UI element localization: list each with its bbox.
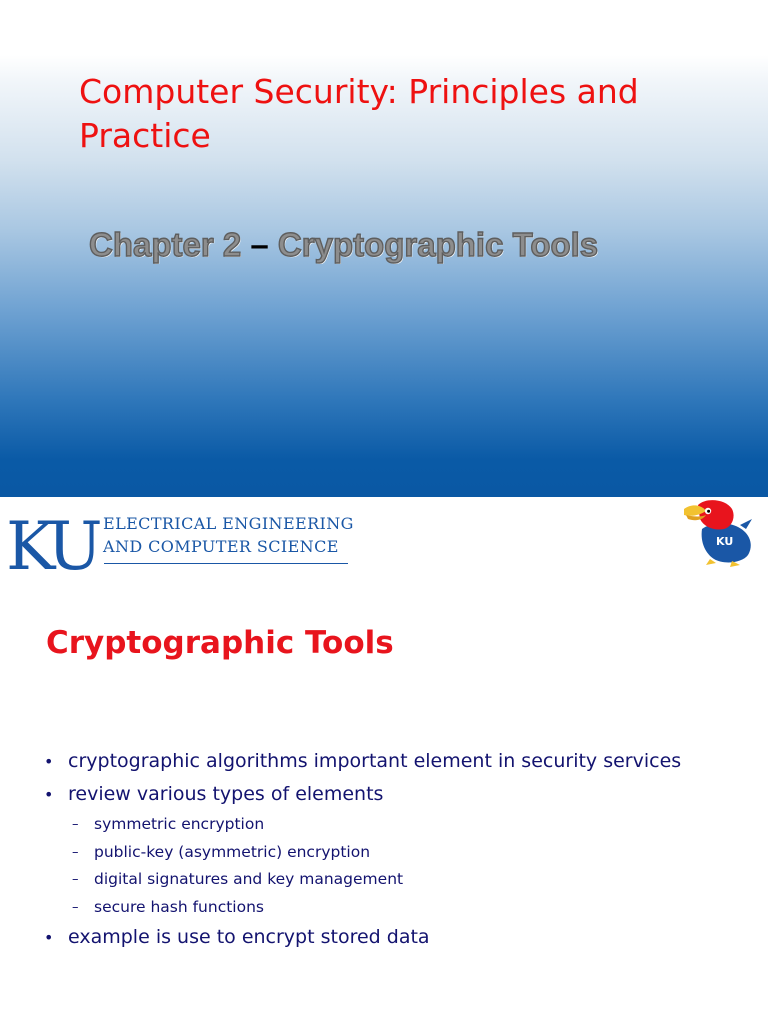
- department-line-1: ELECTRICAL ENGINEERING: [103, 514, 354, 533]
- sub-bullet-list: [68, 811, 681, 921]
- chapter-number: Chapter 2: [89, 226, 242, 263]
- sub-bullet-item: – digital signatures and key management: [68, 866, 681, 894]
- bullet-list: [44, 745, 681, 954]
- bullet-item: • example is use to encrypt stored data: [44, 921, 681, 954]
- sub-bullet-item: – symmetric encryption: [68, 811, 681, 839]
- department-line-2: AND COMPUTER SCIENCE: [103, 537, 339, 556]
- title-slide: [0, 0, 768, 497]
- bullet-item: • review various types of elements – symmetric encryption – public-key (asymmetric) encryption – digital signatures and key management – secure hash functions: [44, 778, 681, 921]
- bullet-item: • cryptographic algorithms important element in security services: [44, 745, 681, 778]
- ku-logo-text: KU: [6, 511, 97, 575]
- mascot-letters: KU: [716, 535, 734, 548]
- sub-bullet-item: – public-key (asymmetric) encryption: [68, 839, 681, 867]
- chapter-name: Cryptographic Tools: [277, 226, 599, 263]
- jayhawk-mascot-icon: [680, 499, 760, 567]
- department-name: [103, 512, 354, 558]
- ku-logo: [6, 511, 102, 575]
- chapter-heading: [89, 226, 749, 264]
- content-slide: [0, 497, 768, 1024]
- chapter-dash: –: [250, 226, 269, 263]
- sub-bullet-item: – secure hash functions: [68, 894, 681, 922]
- content-heading: Cryptographic Tools: [46, 625, 394, 661]
- department-underline: [104, 563, 348, 564]
- slide-title: Computer Security: Principles and Practice: [79, 72, 639, 155]
